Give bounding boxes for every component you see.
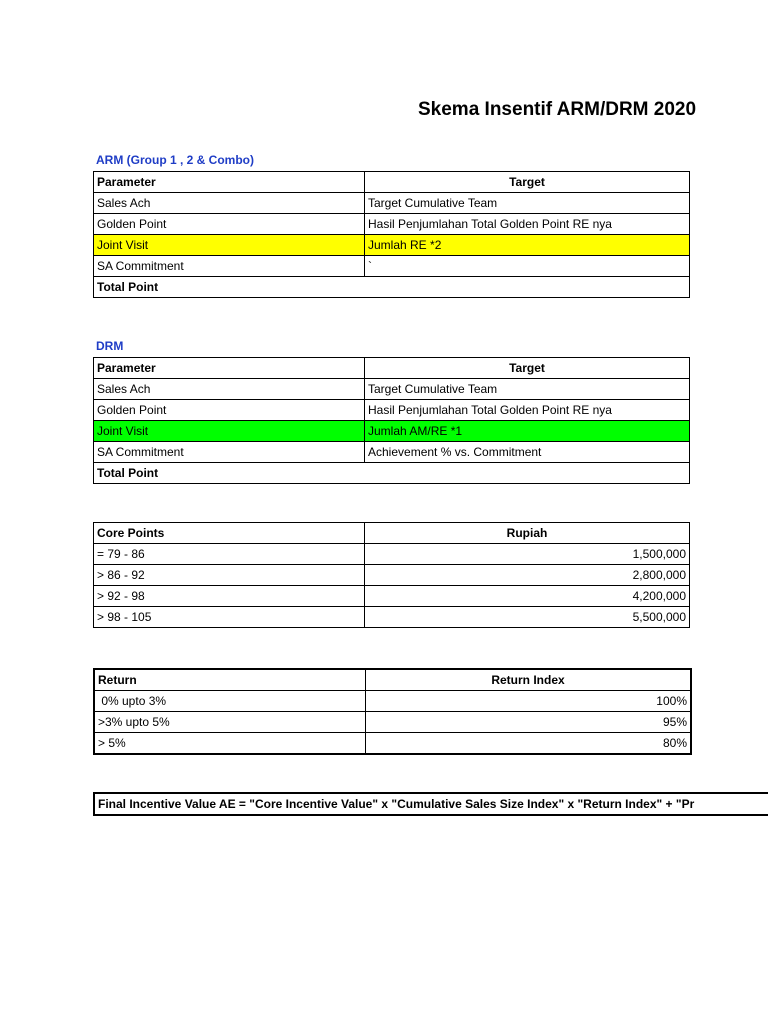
final-incentive-formula: Final Incentive Value AE = "Core Incentive Value" x "Cumulative Sales Size Index" x "Return Index" + "Pr — [93, 792, 768, 816]
drm-table — [93, 357, 690, 484]
arm-section-label: ARM (Group 1 , 2 & Combo) — [96, 153, 254, 167]
cell-return-index: 80% — [366, 733, 692, 755]
cell-rupiah: 4,200,000 — [365, 586, 690, 607]
cell-parameter: SA Commitment — [94, 442, 365, 463]
header-core-points: Core Points — [94, 523, 365, 544]
table-row — [94, 400, 690, 421]
cell-rupiah: 1,500,000 — [365, 544, 690, 565]
cell-parameter: Total Point — [94, 277, 365, 298]
cell-parameter: Joint Visit — [94, 235, 365, 256]
header-rupiah: Rupiah — [365, 523, 690, 544]
cell-parameter: Joint Visit — [94, 421, 365, 442]
cell-target: Target Cumulative Team — [365, 193, 690, 214]
cell-range: = 79 - 86 — [94, 544, 365, 565]
table-header-row — [94, 669, 691, 691]
cell-return-range: > 5% — [94, 733, 366, 755]
cell-target: Jumlah AM/RE *1 — [365, 421, 690, 442]
cell-parameter: SA Commitment — [94, 256, 365, 277]
cell-target — [365, 277, 690, 298]
cell-parameter: Total Point — [94, 463, 365, 484]
cell-target: Hasil Penjumlahan Total Golden Point RE nya — [365, 400, 690, 421]
drm-section-label: DRM — [96, 339, 124, 353]
table-row — [94, 565, 690, 586]
cell-return-index: 95% — [366, 712, 692, 733]
cell-range: > 98 - 105 — [94, 607, 365, 628]
table-row — [94, 214, 690, 235]
cell-parameter: Golden Point — [94, 214, 365, 235]
cell-parameter: Golden Point — [94, 400, 365, 421]
table-row-total — [94, 463, 690, 484]
cell-return-range: 0% upto 3% — [94, 691, 366, 712]
cell-parameter: Sales Ach — [94, 193, 365, 214]
page-title: Skema Insentif ARM/DRM 2020 — [418, 99, 697, 120]
table-row — [94, 586, 690, 607]
cell-target: Jumlah RE *2 — [365, 235, 690, 256]
cell-range: > 92 - 98 — [94, 586, 365, 607]
cell-target: Hasil Penjumlahan Total Golden Point RE nya — [365, 214, 690, 235]
table-row — [94, 379, 690, 400]
table-row — [94, 193, 690, 214]
table-row — [94, 442, 690, 463]
cell-return-range: >3% upto 5% — [94, 712, 366, 733]
header-return-index: Return Index — [366, 669, 692, 691]
cell-target: ` — [365, 256, 690, 277]
cell-target: Achievement % vs. Commitment — [365, 442, 690, 463]
table-row-total — [94, 277, 690, 298]
cell-range: > 86 - 92 — [94, 565, 365, 586]
core-points-table — [93, 522, 690, 628]
table-header-row — [94, 358, 690, 379]
table-row-highlighted — [94, 235, 690, 256]
cell-rupiah: 5,500,000 — [365, 607, 690, 628]
cell-rupiah: 2,800,000 — [365, 565, 690, 586]
table-header-row — [94, 172, 690, 193]
table-row — [94, 544, 690, 565]
table-row — [94, 256, 690, 277]
return-index-table — [93, 668, 692, 755]
table-row-highlighted — [94, 421, 690, 442]
table-row — [94, 712, 691, 733]
table-row — [94, 607, 690, 628]
header-parameter: Parameter — [94, 358, 365, 379]
cell-target: Target Cumulative Team — [365, 379, 690, 400]
cell-parameter: Sales Ach — [94, 379, 365, 400]
header-target: Target — [365, 358, 690, 379]
table-row — [94, 691, 691, 712]
table-row — [94, 733, 691, 755]
header-return: Return — [94, 669, 366, 691]
header-parameter: Parameter — [94, 172, 365, 193]
cell-target — [365, 463, 690, 484]
table-header-row — [94, 523, 690, 544]
header-target: Target — [365, 172, 690, 193]
arm-table — [93, 171, 690, 298]
cell-return-index: 100% — [366, 691, 692, 712]
